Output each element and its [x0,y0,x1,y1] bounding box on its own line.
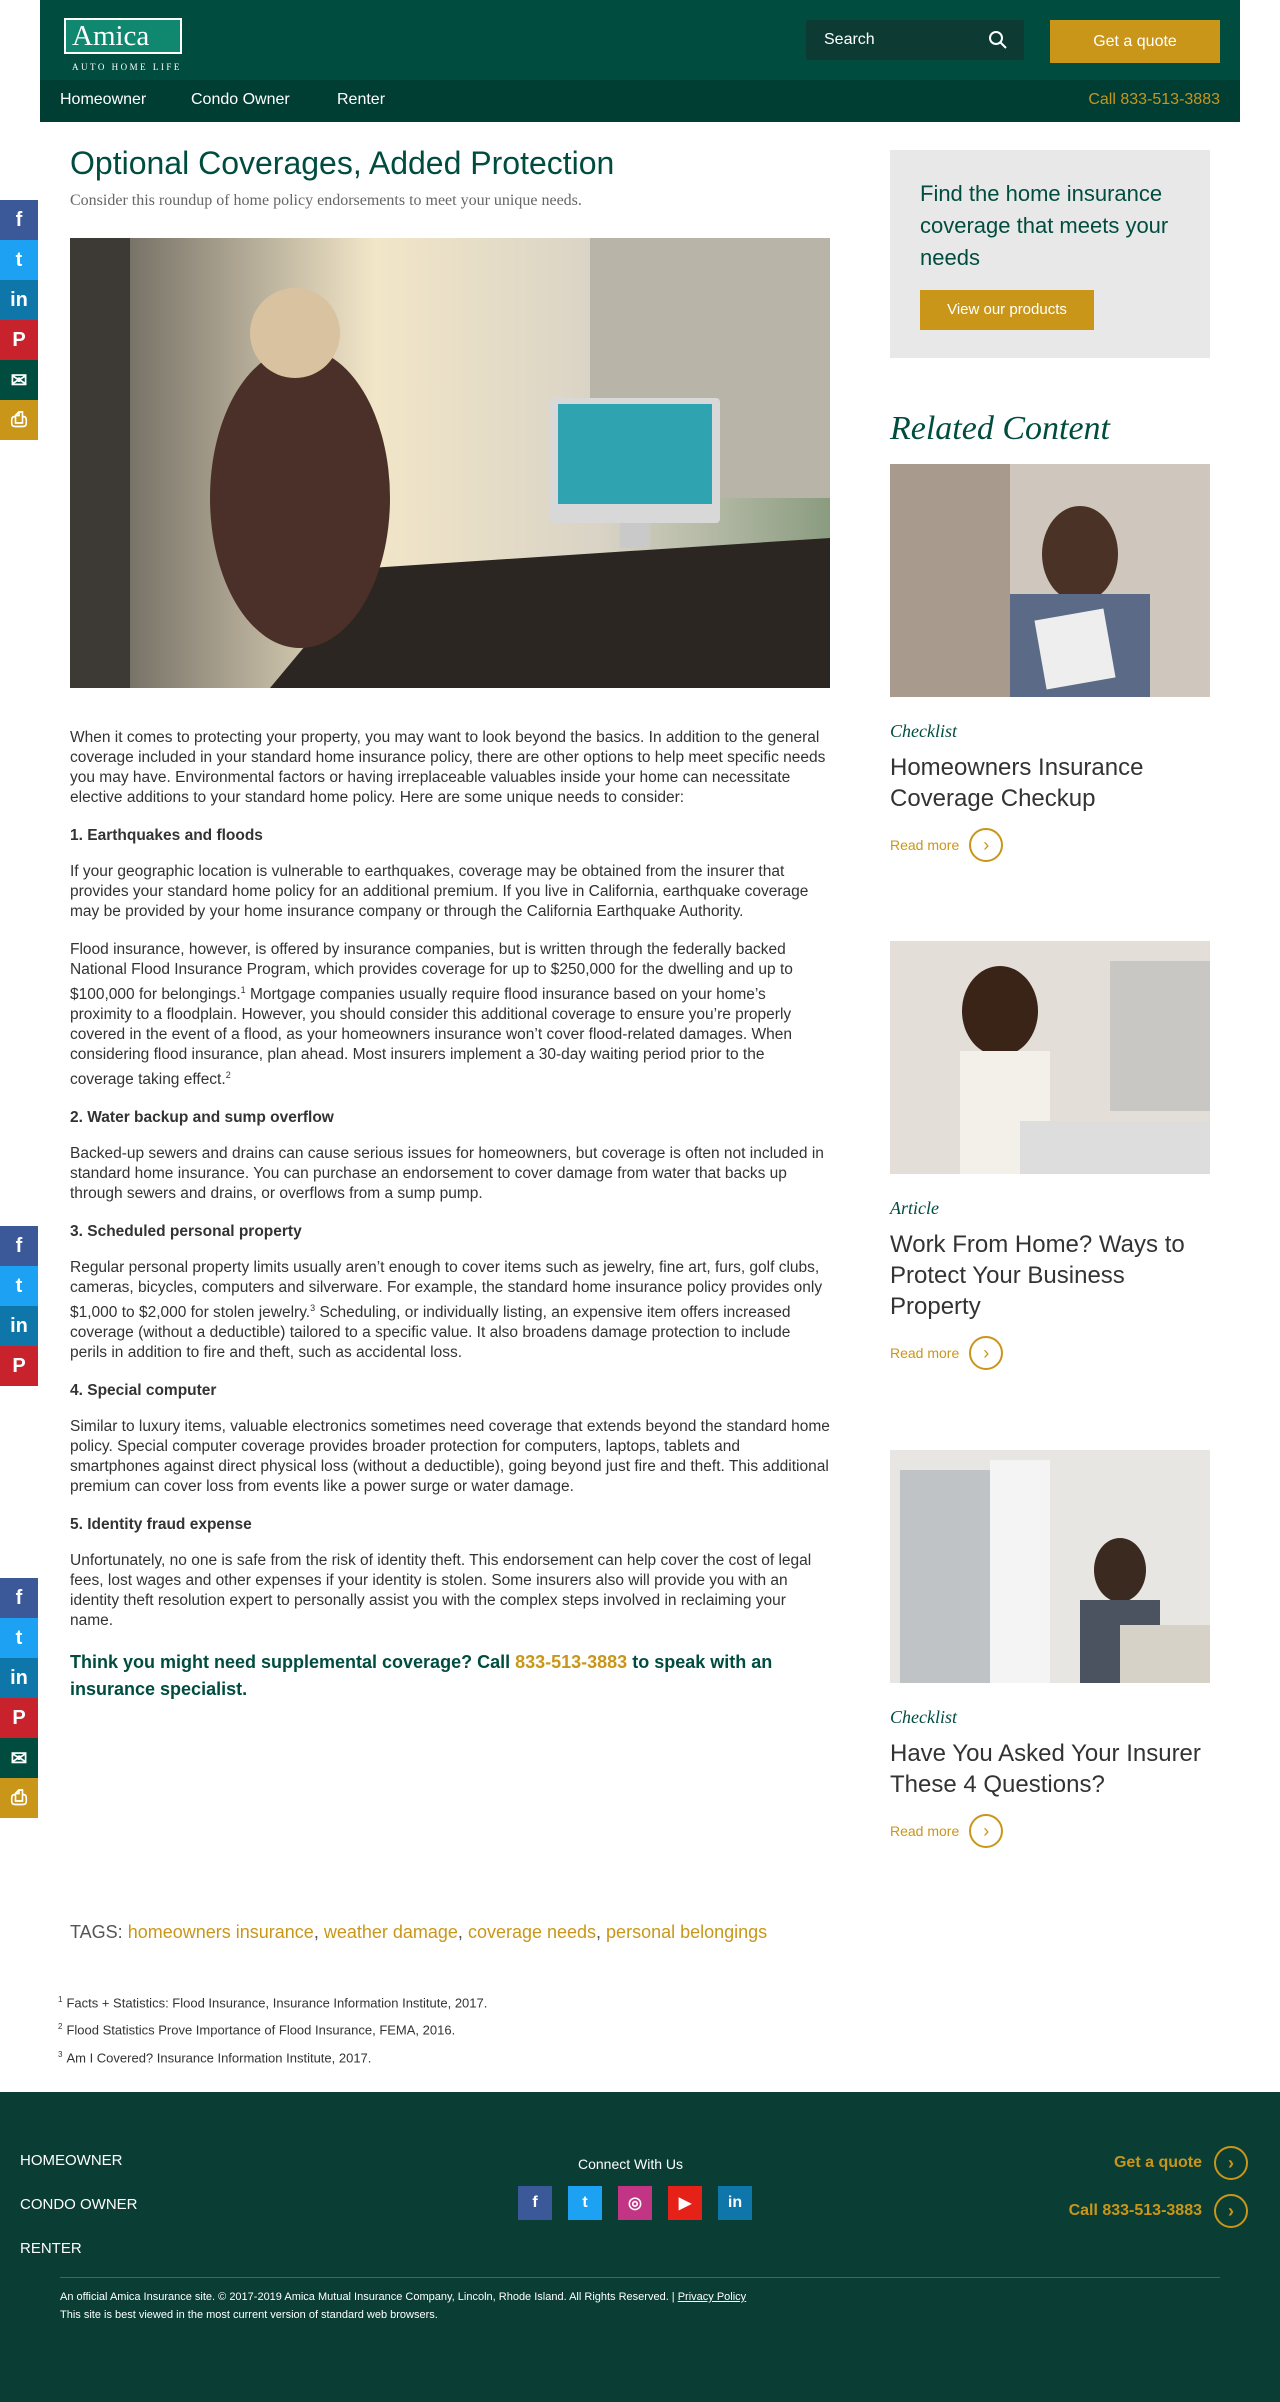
tag-link[interactable]: weather damage [323,1922,458,1942]
share-bar-middle [0,1226,38,1386]
page-subtitle: Consider this roundup of home policy endorsements to meet your unique needs. [70,192,582,209]
footer-nav-homeowner[interactable]: HOMEOWNER [20,2152,123,2169]
article-intro: When it comes to protecting your property, you may want to look beyond the basics. In addition to the general coverage included in your standard home insurance policy, there are other options to help meet specific needs you may have. Environmental factors or having irreplaceable valuables inside your home can necessitate elective additions to your standard home policy. Here are some unique needs to consider: [70,729,826,806]
tag-link[interactable]: personal belongings [606,1922,768,1942]
privacy-policy-link[interactable]: Privacy Policy [677,2291,747,2303]
related-card[interactable] [890,1450,1210,1848]
tag-link[interactable]: homeowners insurance [127,1922,314,1942]
pinterest-share-icon[interactable]: P [0,1346,38,1386]
twitter-icon[interactable]: t [568,2186,602,2220]
nav-renter[interactable]: Renter [337,91,386,108]
print-icon[interactable]: ⎙ [0,1778,38,1818]
read-more-link[interactable]: Read more › [890,1814,1210,1848]
article-paragraph: If your geographic location is vulnerable to earthquakes, coverage may be obtained from the insurer that provides your standard home policy for an additional premium. If you live in California, earthquake coverage may be provided by your home insurance company or through the California Earthquake Authority. [70,863,809,920]
footer-divider [60,2277,1220,2278]
footnote-ref[interactable]: 2 [225,1070,231,1081]
card-type: Checklist [890,1707,957,1727]
linkedin-share-icon[interactable]: in [0,1658,38,1698]
footer-nav-condo-owner[interactable]: CONDO OWNER [20,2196,138,2213]
tag-link[interactable]: coverage needs [467,1922,597,1942]
pinterest-share-icon[interactable]: P [0,1698,38,1738]
twitter-share-icon[interactable]: t [0,1618,38,1658]
footnote-ref[interactable]: 1 [240,985,246,995]
facebook-share-icon[interactable]: f [0,1578,38,1618]
logo-tagline: AUTO HOME LIFE [72,62,182,72]
footnotes [58,1988,487,2070]
section-heading: 4. Special computer [70,1382,217,1400]
card-image [890,941,1210,1174]
card-image [890,1450,1210,1683]
article-paragraph: Flood insurance, however, is offered by insurance companies, but is written through the federally backed National Flood Insurance Program, which provides coverage for up to $250,000 for the dwelling and up to $100,000 for belongings.$^1$ Mortgage companies usually require flood insurance based on your home’s proximity to a floodplain. However, you should consider this additional coverage to ensure you’re properly covered in the event of a flood, as your homeowners insurance won’t cover flood-related damages. When considering flood insurance, plan ahead. Most insurers implement a 30-day waiting period prior to the coverage taking effect.$^2$ [70,941,793,1089]
section-heading: 5. Identity fraud expense [70,1516,252,1534]
card-title[interactable]: Homeowners Insurance Coverage Checkup [890,754,1144,812]
site-footer [0,2092,1280,2402]
related-card[interactable] [890,464,1210,862]
footnote: $^1$ Facts + Statistics: Flood Insurance, Insurance Information Institute, 2017. [58,1995,488,2011]
linkedin-share-icon[interactable]: in [0,280,38,320]
footnote: $^2$ Flood Statistics Prove Importance of Flood Insurance, FEMA, 2016. [58,2022,456,2038]
youtube-icon[interactable]: ▶ [668,2186,702,2220]
article-body [70,728,830,1703]
instagram-icon[interactable]: ◎ [618,2186,652,2220]
search-placeholder: Search [824,31,875,48]
linkedin-share-icon[interactable]: in [0,1306,38,1346]
footer-phone-link[interactable]: Call 833-513-3883 › [1069,2194,1248,2228]
facebook-share-icon[interactable]: f [0,1226,38,1266]
call-to-action: Think you might need supplemental coverage? Call 833-513-3883 to speak with an insurance specialist. [70,1652,773,1700]
pinterest-share-icon[interactable]: P [0,320,38,360]
nav-homeowner[interactable]: Homeowner [60,91,147,108]
facebook-share-icon[interactable]: f [0,200,38,240]
chevron-right-icon[interactable]: › [1214,2194,1248,2228]
main-nav [40,80,1240,122]
card-image [890,464,1210,697]
get-quote-button[interactable]: Get a quote [1050,20,1220,63]
article-paragraph: Similar to luxury items, valuable electronics sometimes need coverage that extends beyond the standard home policy. Special computer coverage provides broader protection for computers, laptops, tablets and smartphones against direct physical loss (without a deductible), going beyond just fire and theft. This additional premium can cover loss from events like a power surge or water damage. [70,1418,830,1496]
footnote-ref[interactable]: 3 [310,1303,316,1314]
section-heading: 2. Water backup and sump overflow [70,1109,334,1127]
email-share-icon[interactable]: ✉ [0,1738,38,1778]
article-paragraph: Regular personal property limits usually aren’t enough to cover items such as jewelry, fine art, furs, golf clubs, cameras, bicycles, computers and silverware. For example, the standard home insurance policy provides only $1,000 to $2,000 for stolen jewelry.$^3$ Scheduling, or individually listing, an expensive item offers increased coverage (without a deductible) tailored to a specific value. It also broadens damage protection to include perils in addition to fire and theft, such as accidental loss. [70,1259,823,1362]
share-bar-bottom [0,1578,38,1818]
promo-title: Find the home insurance coverage that meets your needs [920,181,1169,270]
footer-quote-link[interactable]: Get a quote › [1114,2146,1248,2180]
card-type: Article [890,1198,939,1218]
section-heading: 3. Scheduled personal property [70,1223,302,1241]
search-input[interactable] [806,20,1024,60]
site-header [40,0,1240,80]
tags: TAGS: homeowners insurance, weather damage, coverage needs, personal belongings [70,1922,768,1942]
legal-text: An official Amica Insurance site. © 2017-2019 Amica Mutual Insurance Company, Lincoln, Rhode Island. All Rights Reserved. | Privacy Policy This site is best viewed in the most current version of standard web browsers. [60,2291,747,2321]
email-share-icon[interactable]: ✉ [0,360,38,400]
card-type: Checklist [890,721,957,741]
chevron-right-icon[interactable]: › [1214,2146,1248,2180]
footer-nav-renter[interactable]: RENTER [20,2240,82,2257]
view-products-button[interactable]: View our products [920,290,1094,330]
article-paragraph: Backed-up sewers and drains can cause serious issues for homeowners, but coverage is often not included in standard home insurance. You can purchase an endorsement to cover damage from water that backs up through sewers and drains, or overflows from a sump pump. [70,1145,824,1203]
share-bar-top [0,200,38,440]
hero-image [70,238,830,688]
linkedin-icon[interactable]: in [718,2186,752,2220]
chevron-right-icon[interactable]: › [969,828,1003,862]
print-icon[interactable]: ⎙ [0,400,38,440]
article-paragraph: Unfortunately, no one is safe from the risk of identity theft. This endorsement can help cover the cost of legal fees, lost wages and other expenses if your identity is stolen. Some insurers also will provide you with an identity theft resolution expert to personally assist you with the complex steps involved in reclaiming your name. [70,1552,812,1630]
chevron-right-icon[interactable]: › [969,1814,1003,1848]
twitter-share-icon[interactable]: t [0,240,38,280]
related-card[interactable] [890,941,1210,1370]
products-promo [890,150,1210,358]
related-content-heading: Related Content [890,410,1111,447]
facebook-icon[interactable]: f [518,2186,552,2220]
search-icon[interactable] [988,30,1008,50]
cta-phone-link[interactable]: 833-513-3883 [515,1652,628,1673]
footnote: $^3$ Am I Covered? Insurance Information Institute, 2017. [58,2049,372,2065]
section-heading: 1. Earthquakes and floods [70,827,263,844]
read-more-link[interactable]: Read more › [890,828,1210,862]
twitter-share-icon[interactable]: t [0,1266,38,1306]
nav-condo-owner[interactable]: Condo Owner [191,91,290,108]
amica-logo[interactable]: Amica [64,18,182,54]
card-title[interactable]: Work From Home? Ways to Protect Your Business Property [890,1231,1185,1320]
page-title: Optional Coverages, Added Protection [70,145,615,181]
read-more-link[interactable]: Read more › [890,1336,1210,1370]
card-title[interactable]: Have You Asked Your Insurer These 4 Questions? [890,1740,1201,1798]
chevron-right-icon[interactable]: › [969,1336,1003,1370]
connect-heading: Connect With Us [578,2156,684,2172]
social-links [518,2186,752,2220]
header-phone-link[interactable]: Call 833-513-3883 [1088,91,1220,108]
